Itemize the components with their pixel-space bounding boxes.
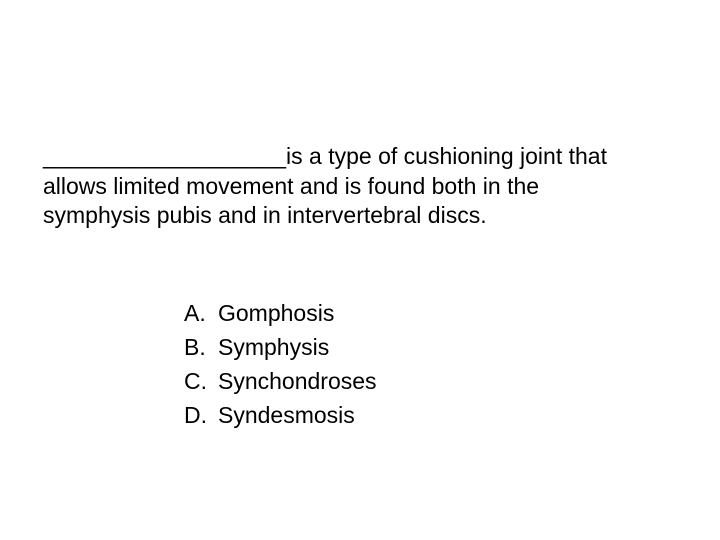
question-text: [43, 142, 643, 231]
option-c: [184, 364, 377, 398]
option-label: Symphysis: [218, 334, 330, 360]
option-letter: C.: [184, 368, 207, 394]
option-letter: A.: [184, 300, 206, 326]
option-a: [184, 296, 377, 330]
answer-blank: ___________________: [43, 143, 287, 169]
option-b: [184, 330, 377, 364]
option-label: Gomphosis: [218, 300, 335, 326]
option-d: [184, 398, 377, 432]
question-body: is a type of cushioning joint that allows limited movement and is found both in the symphysis pubis and in intervertebral discs.: [43, 143, 607, 228]
option-letter: D.: [184, 402, 207, 428]
option-label: Syndesmosis: [218, 402, 355, 428]
option-letter: B.: [184, 334, 206, 360]
option-label: Synchondroses: [218, 368, 377, 394]
answer-options: [184, 296, 377, 432]
